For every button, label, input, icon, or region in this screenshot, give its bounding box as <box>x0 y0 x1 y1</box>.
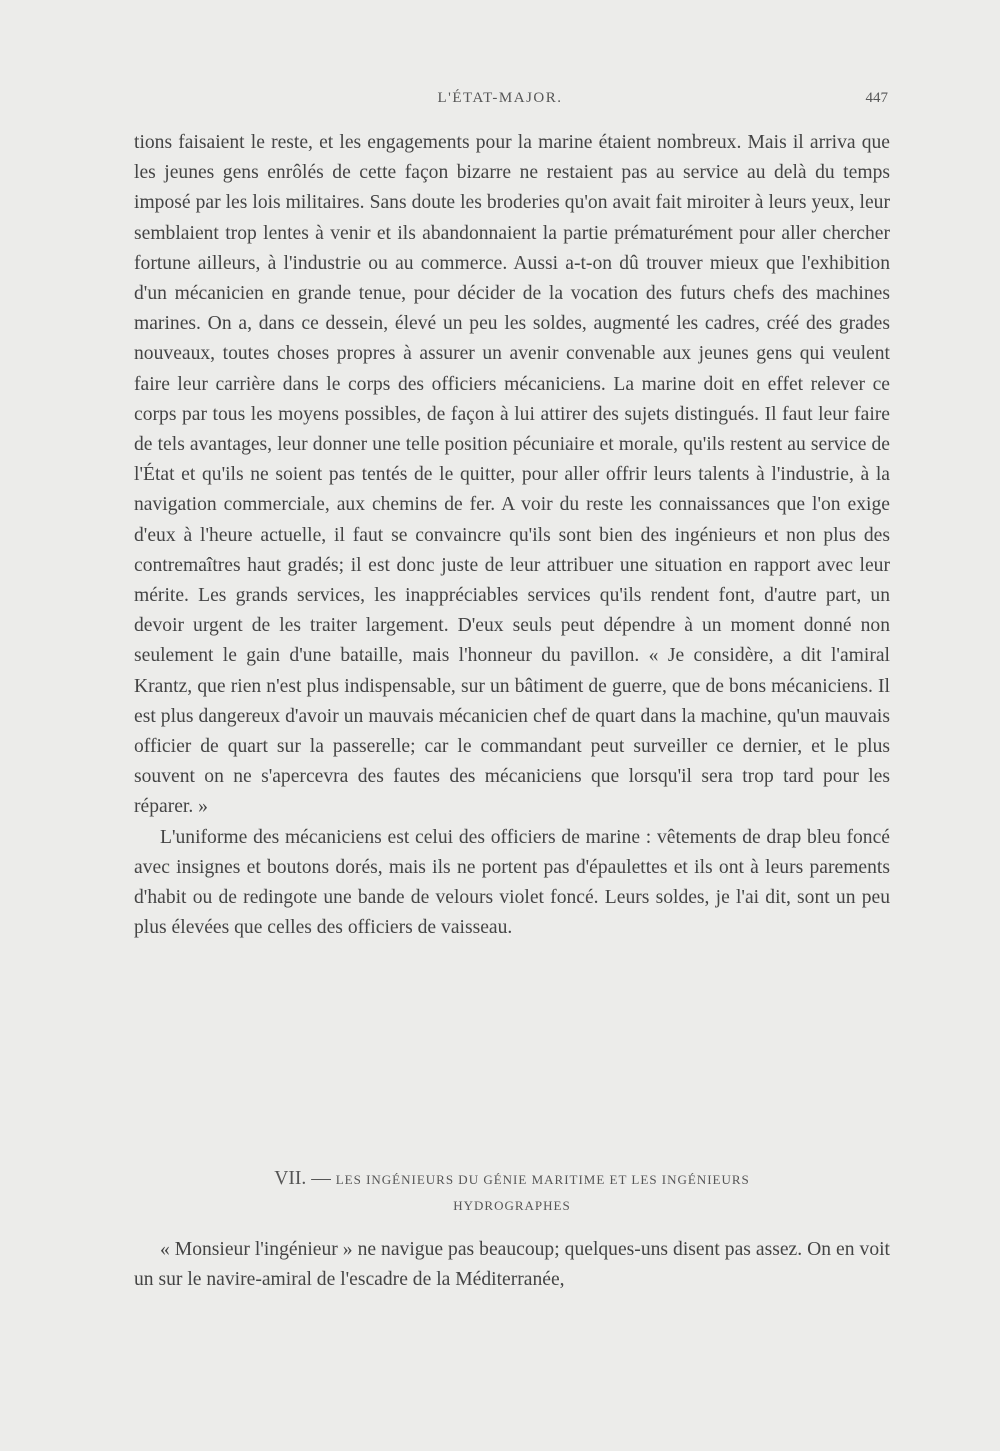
paragraph-2: L'uniforme des mécaniciens est celui des officiers de marine : vêtements de drap bleu foncé avec insignes et boutons dorés, mais ils ne portent pas d'épaulettes et ils ont à leurs parements d'habit ou de redingote une bande de velours violet foncé. Leurs soldes, je l'ai dit, sont un peu plus élevées que celles des officiers de vaisseau. <box>134 826 890 939</box>
main-text-block <box>134 128 890 943</box>
section-title-part-1: LES INGÉNIEURS DU GÉNIE MARITIME ET LES INGÉNIEURS <box>335 1172 750 1187</box>
paragraph-1: tions faisaient le reste, et les engagements pour la marine étaient nombreux. Mais il arriva que les jeunes gens enrôlés de cette façon bizarre ne restaient pas au service au delà du temps imposé par les lois militaires. Sans doute les broderies qu'on avait fait miroiter à leurs yeux, leur semblaient trop lentes à venir et ils abandonnaient la partie prématurément pour aller chercher fortune ailleurs, à l'industrie ou au commerce. Aussi a-t-on dû trouver mieux que l'exhibition d'un mécanicien en grande tenue, pour décider de la vocation des futurs chefs des machines marines. On a, dans ce dessein, élevé un peu les soldes, augmenté les cadres, créé des grades nouveaux, toutes choses propres à assurer un avenir convenable aux jeunes gens qui veulent faire leur carrière dans le corps des officiers mécaniciens. La marine doit en effet relever ce corps par tous les moyens possibles, de façon à lui attirer des sujets distingués. Il faut leur faire de tels avantages, leur donner une telle position pécuniaire et morale, qu'ils restent au service de l'État et qu'ils ne soient pas tentés de le quitter, pour aller offrir leurs talents à l'industrie, à la navigation commerciale, aux chemins de fer. A voir du reste les connaissances que l'on exige d'eux à l'heure actuelle, il faut se convaincre qu'ils sont bien des ingénieurs et non plus des contremaîtres haut gradés; il est donc juste de leur attribuer une situation en rapport avec leur mérite. Les grands services, les inappréciables services qu'ils rendent font, d'autre part, un devoir urgent de les traiter largement. D'eux seuls peut dépendre à un moment donné non seulement le gain d'une bataille, mais l'honneur du pavillon. « Je considère, a dit l'amiral Krantz, que rien n'est plus indispensable, sur un bâtiment de guerre, que de bons mécaniciens. Il est plus dangereux d'avoir un mauvais mécanicien chef de quart dans la machine, qu'un mauvais officier de quart sur la passerelle; car le commandant peut surveiller ce dernier, et le plus souvent on ne s'apercevra des fautes des mécaniciens que lorsqu'il sera trop tard pour les réparer. » <box>134 132 890 818</box>
section-heading-line-1 <box>134 1164 890 1195</box>
paragraph-3: « Monsieur l'ingénieur » ne navigue pas beaucoup; quelques-uns disent pas assez. On en voit un sur le navire-amiral de l'escadre de la Méditerranée, <box>134 1239 890 1291</box>
page-number: 447 <box>865 90 888 106</box>
section-text-block <box>134 1235 890 1295</box>
section-title-part-2: HYDROGRAPHES <box>453 1198 571 1213</box>
running-title: L'ÉTAT-MAJOR. <box>437 90 563 106</box>
section-heading <box>134 1164 890 1217</box>
running-head <box>0 90 1000 114</box>
section-number: VII. — <box>274 1168 331 1189</box>
